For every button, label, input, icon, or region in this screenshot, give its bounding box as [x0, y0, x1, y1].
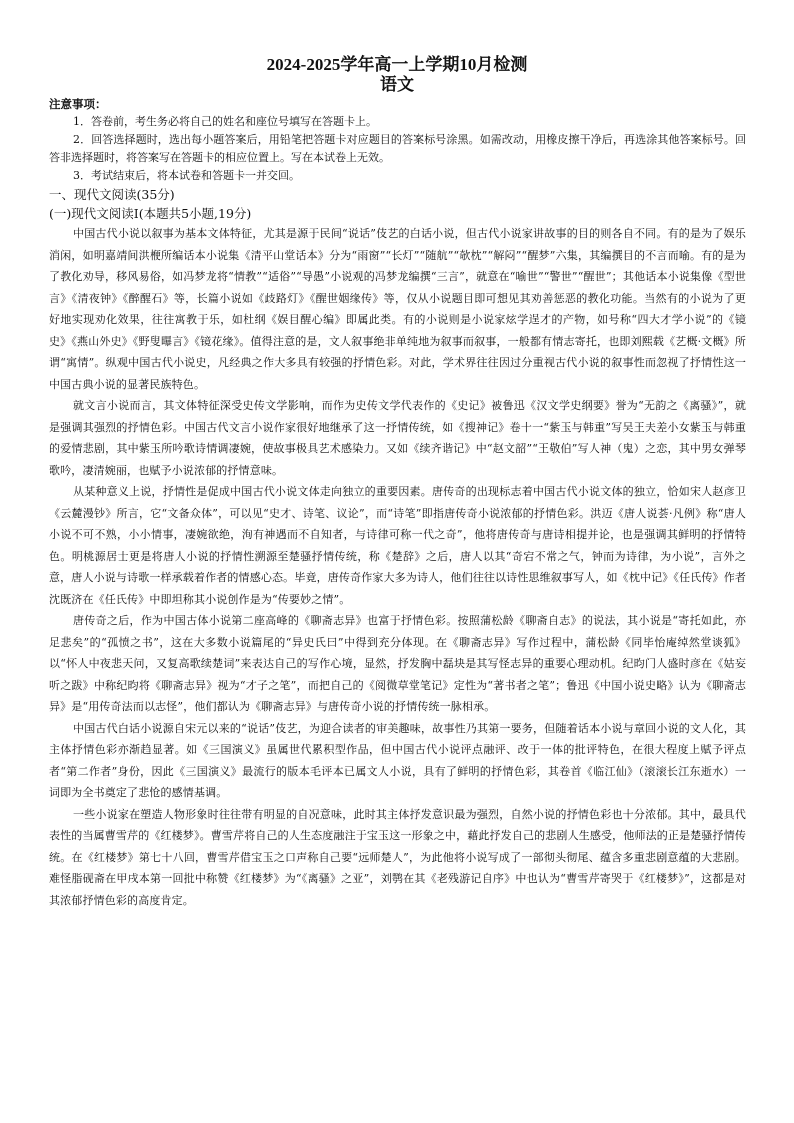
- reading-paragraph: 从某种意义上说，抒情性是促成中国古代小说文体走向独立的重要因素。唐传奇的出现标志着中国古代小说文体的独立，恰如宋人赵彦卫《云麓漫钞》所言，它“文备众体”，可以见“史才、诗笔、议论”，而“诗笔”即指唐传奇小说浓郁的抒情色彩。洪迈《唐人说荟·凡例》称“唐人小说不可不熟，小小情事，凄婉欲绝，洵有神遇而不自知者，与诗律可称一代之奇”，他将唐传奇与唐诗相提并论，也是强调其鲜明的抒情特色。明桃源居士更是将唐人小说的抒情性溯源至楚骚抒情传统，称《楚辞》之后，唐人以其“奇宕不常之气，钟而为诗律，为小说”，言外之意，唐人小说与诗歌一样承载着作者的情感心态。毕竟，唐传奇作家大多为诗人，他们往往以诗性思维叙事写人，如《枕中记》《任氏传》作者沈既济在《任氏传》中即坦称其小说创作是为“传要妙之情”。: [49, 485, 746, 606]
- notice-label: 注意事项：: [49, 97, 107, 111]
- reading-paragraph: 中国古代小说以叙事为基本文体特征，尤其是源于民间“说话”伎艺的白话小说，但古代小说家讲故事的目的则各自不同。有的是为了娱乐消闲，如明嘉靖间洪楩所编话本小说集《清平山堂话本》分为“雨窗”“长灯”“随航”“欹枕”“解闷”“醒梦”六集，其编撰目的不言而喻。有的是为了教化劝导，移风易俗，如冯梦龙将“情教”“适俗”“导愚”小说观的冯梦龙编撰“三言”，就意在“喻世”“警世”“醒世”；其他话本小说集像《型世言》《清夜钟》《醉醒石》等，长篇小说如《歧路灯》《醒世姻缘传》等，仅从小说题目即可想见其劝善惩恶的教化功能。当然有的小说为了更好地实现劝化效果，往往寓教于乐，如杜纲《娱目醒心编》即属此类。有的小说则是小说家炫学逞才的产物，如号称“四大才学小说”的《镜史》《燕山外史》《野叟曝言》《镜花缘》。值得注意的是，文人叙事绝非单纯地为叙事而叙事，一般都有情志寄托，也即刘熙载《艺概·文概》所谓“寓情”。纵观中国古代小说史，凡经典之作大多具有较强的抒情色彩。对此，学术界往往因过分重视古代小说的叙事性而忽视了抒情性这一中国古典小说的显著民族特色。: [49, 227, 746, 391]
- reading-paragraph: 中国古代白话小说源自宋元以来的“说话”伎艺，为迎合读者的审美趣味，故事性乃其第一要务，但随着话本小说与章回小说的文人化，其主体抒情色彩亦渐趋显著。如《三国演义》虽属世代累积型作品，但中国古代小说评点融评、改于一体的批评特色，在很大程度上赋予评点者“第二作者”身份，因此《三国演义》最流行的版本毛评本已属文人小说，具有了鲜明的抒情色彩，其卷首《临江仙》（滚滚长江东逝水）一词即为全书奠定了悲怆的感情基调。: [49, 721, 746, 799]
- notice-item: 3．考试结束后，将本试卷和答题卡一并交回。: [73, 169, 300, 182]
- reading-paragraph: 一些小说家在塑造人物形象时往往带有明显的自况意味，此时其主体抒发意识最为强烈，自然小说的抒情色彩也十分浓郁。其中，最具代表性的当属曹雪芹的《红楼梦》。曹雪芹将自己的人生态度融注于宝玉这一形象之中，藉此抒发自己的悲剧人生感受，他师法的正是楚骚抒情传统。在《红楼梦》第七十八回，曹雪芹借宝玉之口声称自己要“远师楚人”，为此他将小说写成了一部彻头彻尾、蕴含多重悲剧意蕴的大悲剧。难怪脂砚斋在甲戌本第一回批中称赞《红楼梦》为“《离骚》之亚”，刘鹗在其《老残游记自序》中也认为“曹雪芹寄哭于《红楼梦》”，这都是对其浓郁抒情色彩的高度肯定。: [49, 807, 746, 907]
- notice-item: 1．答卷前，考生务必将自己的姓名和座位号填写在答题卡上。: [73, 115, 377, 128]
- exam-content: [49, 95, 746, 911]
- reading-paragraph: 就文言小说而言，其文体特征深受史传文学影响，而作为史传文学代表作的《史记》被鲁迅《汉文学史纲要》誉为“无韵之《离骚》”，就是强调其强烈的抒情色彩。中国古代文言小说作家很好地继承了这一抒情传统，如《搜神记》卷十一“紫玉与韩重”写吴王夫差小女紫玉与韩重的爱情悲剧，其中紫玉所吟歌诗情调凄婉，使故事极具艺术感染力。又如《续齐谐记》中“赵文韶”“王敬伯”写人神（鬼）之恋，其中男女弹琴歌吟，凄清婉丽，也赋予小说浓郁的抒情意味。: [49, 399, 746, 477]
- reading-paragraph: 唐传奇之后，作为中国古体小说第二座高峰的《聊斋志异》也富于抒情色彩。按照蒲松龄《聊斋自志》的说法，其小说是“寄托如此，亦足悲矣”的“孤愤之书”，这在大多数小说篇尾的“异史氏曰”中得到充分体现。在《聊斋志异》写作过程中，蒲松龄《同毕怡庵绰然堂谈狐》以“怀人中夜悲天问，又复高歌续楚词”来表达自己的写作心境，显然，抒发胸中磊块是其写怪志异的重要心理动机。纪昀门人盛时彦在《姑妄听之跋》中称纪昀将《聊斋志异》视为“才子之笔”，而把自己的《阅微草堂笔记》定性为“著书者之笔”；鲁迅《中国小说史略》认为《聊斋志异》是“用传奇法而以志怪”，他们都认为《聊斋志异》与唐传奇小说的抒情传统一脉相承。: [49, 614, 746, 713]
- section-heading: 一、现代文阅读(35分): [49, 187, 175, 202]
- notice-item: 2．回答选择题时，选出每小题答案后，用铅笔把答题卡对应题目的答案标号涂黑。如需改动，用橡皮擦干净后，再选涂其他答案标号。回答非选择题时，将答案写在答题卡的相应位置上。写在本试卷上无效。: [49, 133, 746, 164]
- section-subheading: (一)现代文阅读Ⅰ(本题共5小题,19分): [49, 206, 252, 221]
- exam-title: 2024-2025学年高一上学期10月检测: [266, 55, 528, 74]
- exam-subject: 语文: [380, 75, 414, 94]
